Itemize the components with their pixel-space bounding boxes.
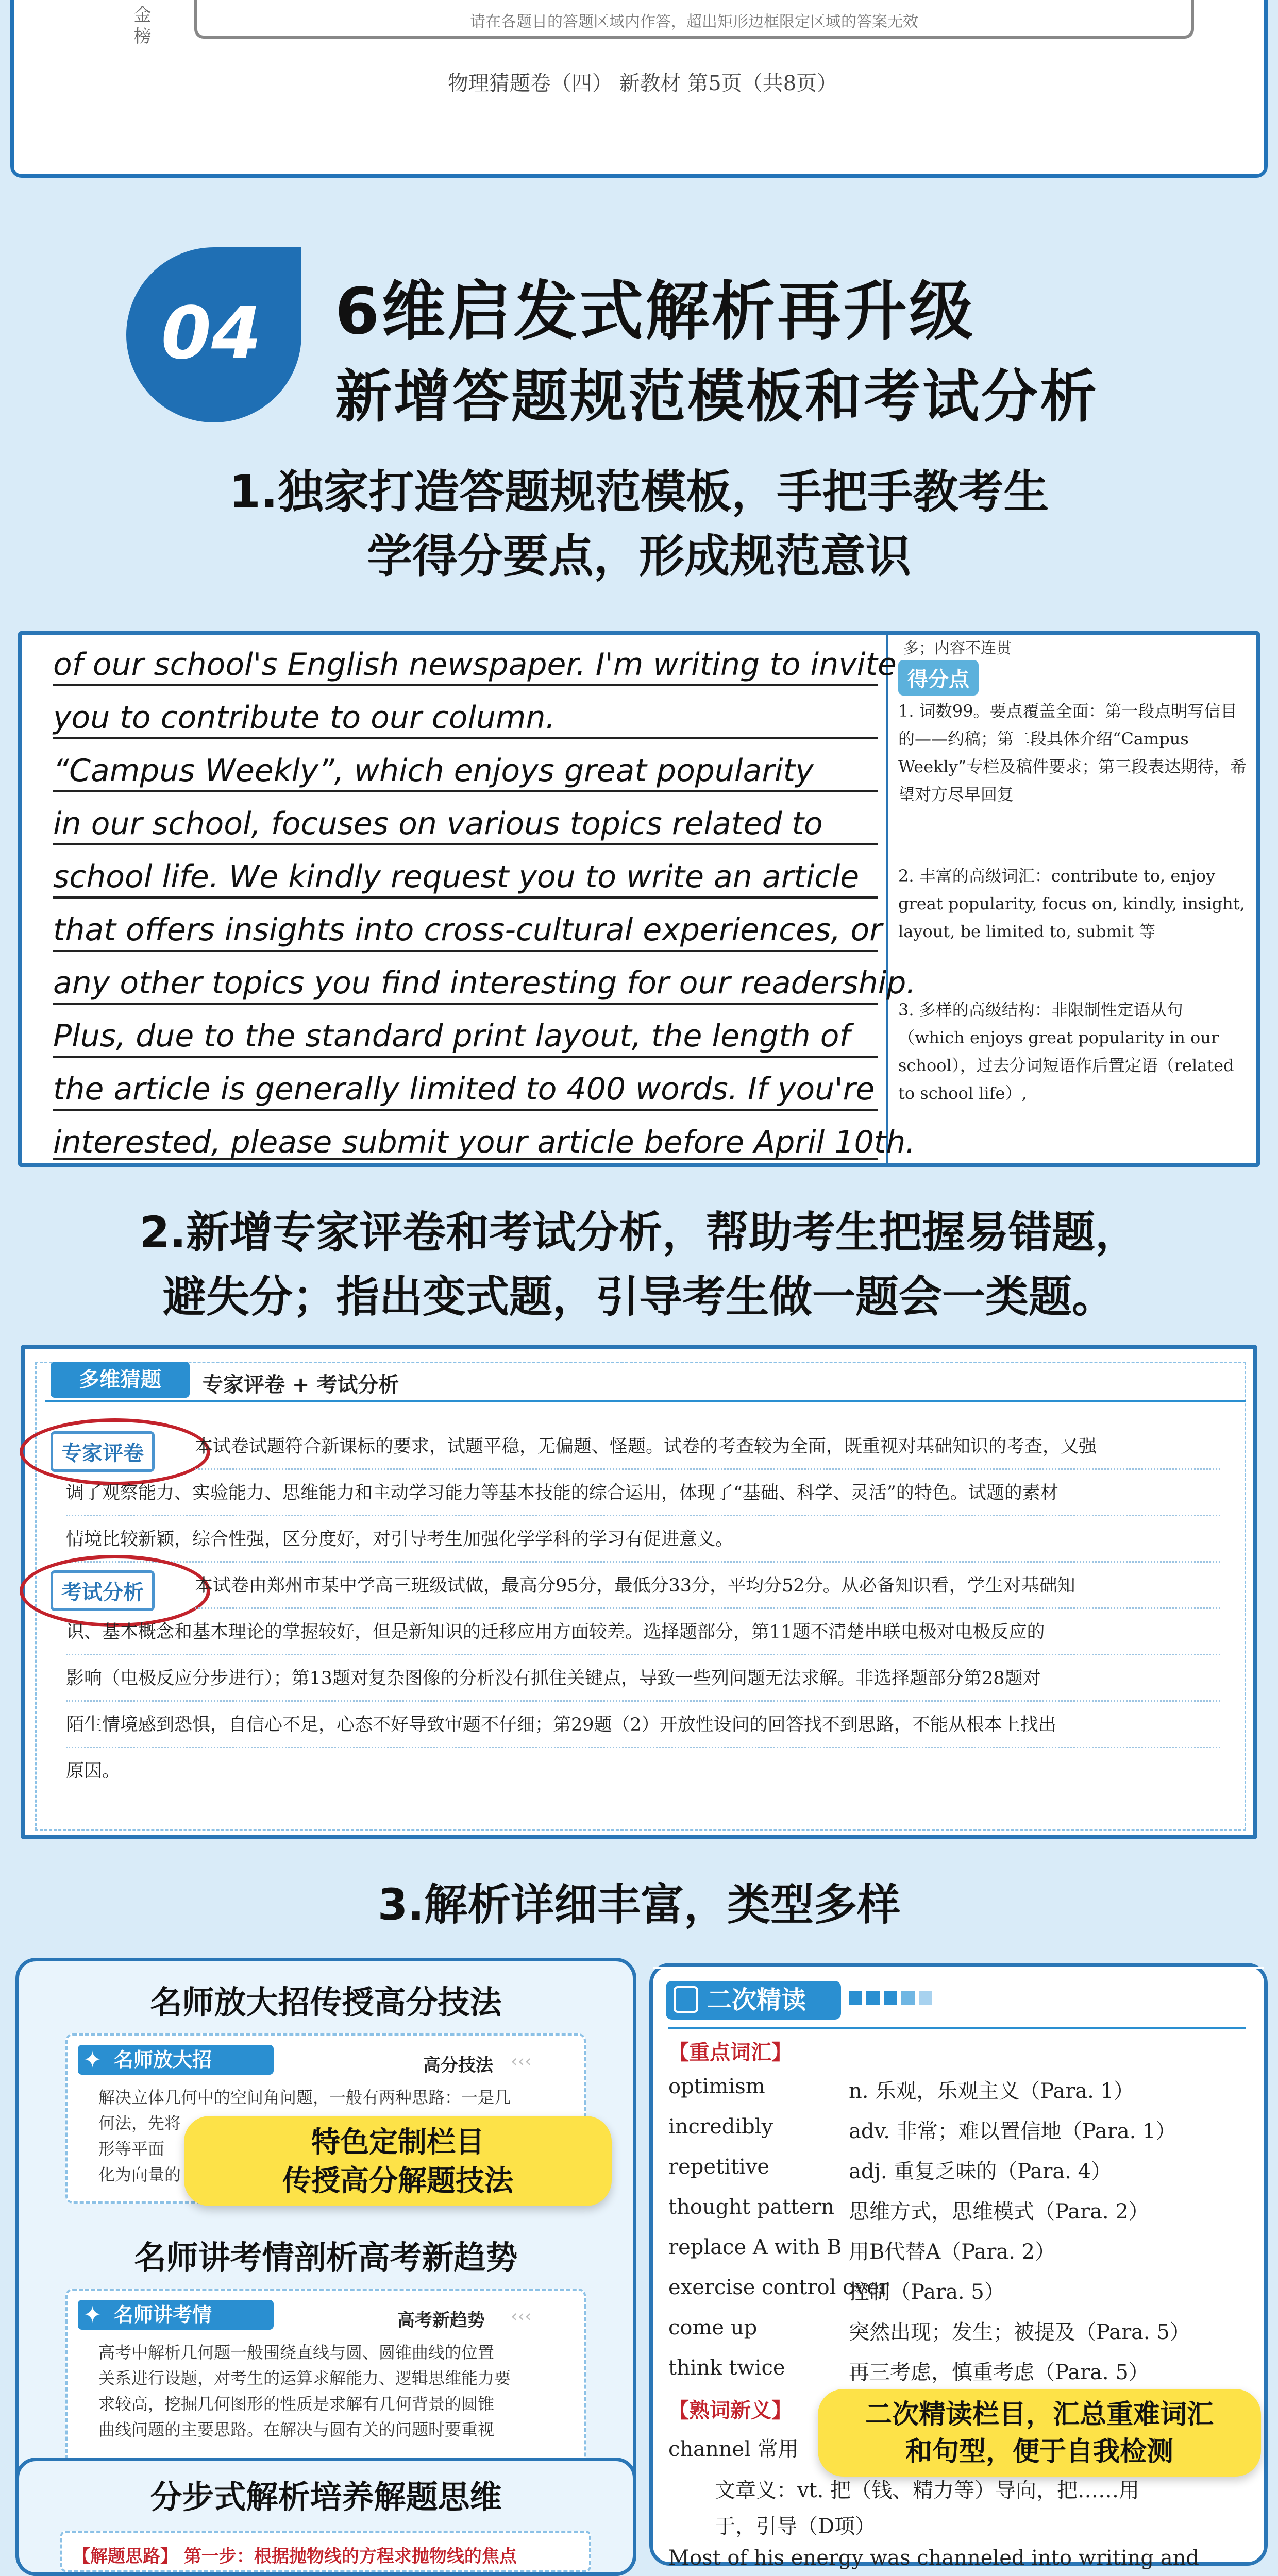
- vocab-row: come up 突然出现；发生；被提及（Para. 5）: [668, 2316, 1190, 2344]
- analysis-line: 影响（电极反应分步进行）；第13题对复杂图像的分析没有抓住关键点，导致一些列问题无法求解。非选择题部分第28题对: [66, 1655, 1220, 1702]
- side-top-note: 多；内容不连贯: [903, 639, 1012, 657]
- trend-box: 名师讲考情 ✦ 高考新趋势 ‹‹‹ 高考中解析几何题一般围绕直线与圆、圆锥曲线的位置 关系进行设题，对考生的运算求解能力、逻辑思维能力要 求较高，挖掘几何图形的性质是求解有几何背景的圆锥 曲线问题的主要思路。在解决与圆有关的问题时要重视: [65, 2289, 586, 2469]
- book-icon: [674, 1986, 698, 2013]
- vocab-row: exercise control over 控制（Para. 5）: [668, 2276, 1005, 2304]
- essay-line: the article is generally limited to 400 words. If you're: [53, 1071, 875, 1107]
- left-card-title2: 名师讲考情剖析高考新趋势: [134, 2239, 518, 2276]
- left-card-title1: 名师放大招传授高分技法: [150, 1984, 502, 2021]
- answer-area-frame: [194, 0, 1194, 39]
- feature3-line1: 3.解析详细丰富，类型多样: [377, 1879, 901, 1930]
- section-subtitle: 新增答题规范模板和考试分析: [335, 364, 1099, 430]
- new-meaning-heading: 【熟词新义】: [668, 2399, 792, 2422]
- analysis-line: 识、基本概念和基本理论的掌握较好，但是新知识的迁移应用方面较差。选择题部分，第11题不清楚串联电极对电极反应的: [66, 1609, 1220, 1655]
- score-point-3: 3. 多样的高级结构：非限制性定语从句（which enjoys great popularity in our school），过去分词短语作后置定语（related to school life）,: [898, 1000, 1234, 1103]
- score-point-1: 1. 词数99。要点覆盖全面：第一段点明写信目的——约稿；第二段具体介绍“Campus Weekly”专栏及稿件要求；第三段表达期待，希望对方尽早回复: [898, 701, 1247, 804]
- tips-box-header: 名师放大招: [78, 2045, 274, 2075]
- score-points-column: [898, 635, 1254, 1161]
- section-number-badge: [121, 242, 307, 428]
- key-vocab-heading: 【重点词汇】: [668, 2041, 792, 2064]
- vocab-row: optimism n. 乐观，乐观主义（Para. 1）: [668, 2075, 1135, 2103]
- analysis-panel: [21, 1345, 1257, 1839]
- answer-area-notice: 请在各题目的答题区域内作答，超出矩形边框限定区域的答案无效: [470, 13, 918, 31]
- example-sentence: Most of his energy was channeled into writing and: [668, 2546, 1199, 2570]
- page-footer: 物理猜题卷（四） 新教材 第5页（共8页）: [447, 72, 838, 95]
- text-meaning-line: 文章义：vt. 把（钱、精力等）导向，把……用: [715, 2479, 1140, 2502]
- right-feature-card: [649, 1963, 1268, 2570]
- channel-line: channel 常用: [668, 2437, 799, 2461]
- vocab-row: incredibly adv. 非常；难以置信地（Para. 1）: [668, 2115, 1176, 2143]
- teacher-icon: ✦: [83, 2047, 102, 2073]
- essay-line: school life. We kindly request you to write an article: [53, 859, 860, 895]
- tips-box-text: 解决立体几何中的空间角问题，一般有两种思路：一是几 何法，先将 形等平面 化为向量的: [98, 2088, 511, 2184]
- analysis-line: 情境比较新颖，综合性强，区分度好，对引导考生加强化学学科的学习有促进意义。: [66, 1516, 1220, 1563]
- analysis-line: 原因。: [66, 1761, 121, 1782]
- essay-line: you to contribute to our column.: [53, 700, 556, 736]
- essay-line: any other topics you find interesting for our readership.: [53, 965, 916, 1001]
- analysis-line: 本试卷试题符合新课标的要求，试题平稳，无偏题、怪题。试卷的考查较为全面，既重视对基础知识的考查，又强: [195, 1423, 1220, 1470]
- analysis-line: 陌生情境感到恐惧，自信心不足，心态不好导致审题不仔细；第29题（2）开放性设问的回答找不到思路，不能从根本上找出: [66, 1702, 1220, 1748]
- trend-box-right: 高考新趋势: [397, 2310, 485, 2331]
- analysis-header-tag: 多维猜题: [51, 1362, 190, 1398]
- vocab-row: thought pattern 思维方式，思维模式（Para. 2）: [668, 2195, 1149, 2224]
- tips-box-right: 高分技法: [423, 2055, 493, 2076]
- solution-box-header: 【解题思路】 第一步：根据抛物线的方程求抛物线的焦点: [73, 2546, 517, 2567]
- side-mark: 金榜: [130, 5, 151, 48]
- score-point-2: 2. 丰富的高级词汇：contribute to, enjoy great popularity, focus on, kindly, insight, layout, be limited to, submit 等: [898, 866, 1245, 941]
- left-card-title3: 分步式解析培养解题思维: [150, 2478, 502, 2516]
- analysis-line: 调了观察能力、实验能力、思维能力和主动学习能力等基本技能的综合运用，体现了“基础、科学、灵活”的特色。试题的素材: [66, 1470, 1220, 1516]
- reread-header: 二次精读: [666, 1981, 841, 2020]
- essay-panel: [18, 631, 1260, 1167]
- left-feature-card-bottom: [15, 2458, 636, 2576]
- analysis-line: 本试卷由郑州市某中学高三班级试做，最高分95分，最低分33分，平均分52分。从必备知识看，学生对基础知: [195, 1563, 1220, 1609]
- feature2-line2: 避失分；指出变式题，引导考生做一题会一类题。: [162, 1272, 1115, 1322]
- feature1-line2: 学得分要点，形成规范意识: [366, 530, 911, 583]
- feature-badge-reread: 二次精读栏目，汇总重难词汇 和句型，便于自我检测: [818, 2389, 1261, 2477]
- essay-line: “Campus Weekly”, which enjoys great popularity: [53, 753, 814, 789]
- essay-line: of our school's English newspaper. I'm writing to invite: [53, 647, 897, 683]
- essay-line: interested, please submit your article before April 10th.: [53, 1124, 916, 1160]
- header-squares: [849, 1991, 932, 2007]
- analysis-header-title: 专家评卷 + 考试分析: [203, 1373, 399, 1397]
- section-title: 6维启发式解析再升级: [335, 275, 976, 349]
- essay-line: Plus, due to the standard print layout, the length of: [53, 1018, 850, 1054]
- essay-line: in our school, focuses on various topics related to: [53, 806, 823, 842]
- tips-box: 名师放大招 ✦ 高分技法 ‹‹‹ 解决立体几何中的空间角问题，一般有两种思路：一是几 何法，先将 形等平面 化为向量的: [65, 2033, 586, 2204]
- feature2-line1: 2.新增专家评卷和考试分析，帮助考生把握易错题，: [139, 1207, 1139, 1258]
- expert-review-tag: 专家评卷: [51, 1431, 155, 1472]
- previous-page-card: [10, 0, 1268, 178]
- text-meaning-line2: 于，引导（D项）: [715, 2515, 876, 2538]
- vocab-row: repetitive adj. 重复乏味的（Para. 4）: [668, 2155, 1112, 2183]
- trend-box-header: 名师讲考情: [78, 2300, 274, 2330]
- essay-line: that offers insights into cross-cultural experiences, or: [53, 912, 882, 948]
- teacher-icon: ✦: [83, 2302, 102, 2328]
- section-number: 04: [161, 292, 262, 376]
- exam-analysis-tag: 考试分析: [51, 1570, 155, 1611]
- solution-box: [60, 2531, 591, 2572]
- score-points-tag: 得分点: [898, 660, 979, 696]
- essay-handwriting: [22, 635, 916, 1163]
- vocab-row: replace A with B 用B代替A（Para. 2）: [668, 2235, 1056, 2264]
- feature-badge-tips: 特色定制栏目 传授高分解题技法: [184, 2116, 612, 2206]
- trend-box-text: 高考中解析几何题一般围绕直线与圆、圆锥曲线的位置 关系进行设题，对考生的运算求解能力、逻辑思维能力要 求较高，挖掘几何图形的性质是求解有几何背景的圆锥 曲线问题的主要思路。在解决与圆有关的问题时要重视: [98, 2343, 511, 2439]
- feature1-line1: 1.独家打造答题规范模板，手把手教考生: [229, 465, 1049, 518]
- vocab-row: think twice 再三考虑，慎重考虑（Para. 5）: [668, 2356, 1149, 2384]
